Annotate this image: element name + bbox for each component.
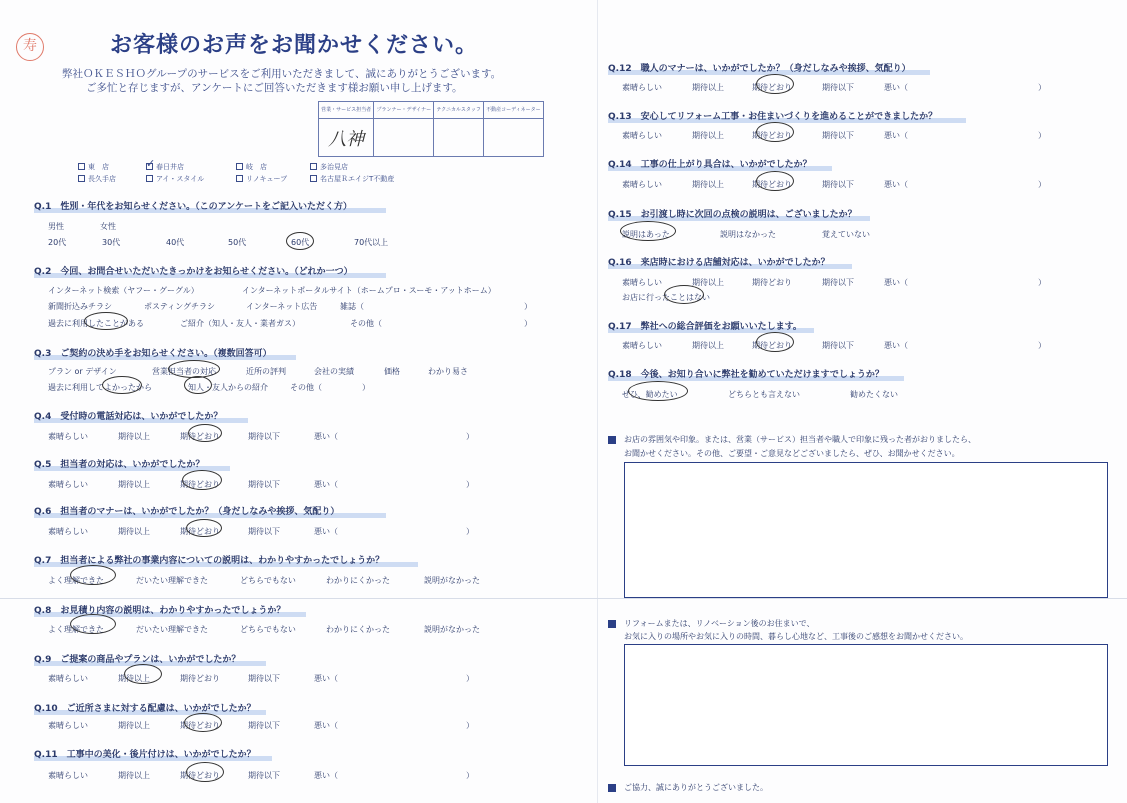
store-option[interactable]: 岐 店 <box>236 162 267 172</box>
q2-option[interactable]: ポスティングチラシ <box>144 302 216 311</box>
q7-option[interactable]: どちらでもない <box>240 576 296 585</box>
rating-as-expected[interactable]: 期待どおり <box>752 341 792 350</box>
rating-bad[interactable]: 悪い（ <box>314 771 338 780</box>
question-q16: Q.16 来店時における店舗対応は、いかがでしたか？ <box>608 258 830 268</box>
paren-close: ） <box>466 721 474 730</box>
rating-above[interactable]: 期待以上 <box>118 771 150 780</box>
question-q13: Q.13 安心してリフォーム工事・お住まいづくりを進めることができましたか？ <box>608 112 938 122</box>
rating-as-expected[interactable]: 期待どおり <box>180 432 220 441</box>
q3-option[interactable]: 知人・友人からの紹介 <box>188 383 268 392</box>
rating-below[interactable]: 期待以下 <box>248 721 280 730</box>
rating-excellent[interactable]: 素晴らしい <box>48 771 88 780</box>
q7-option[interactable]: わかりにくかった <box>326 576 390 585</box>
answer-circle <box>188 424 222 442</box>
bullet-square-icon <box>608 784 616 792</box>
q3-option[interactable]: プラン or デザイン <box>48 367 117 376</box>
rating-as-expected[interactable]: 期待どおり <box>180 527 220 536</box>
question-q15: Q.15 お引渡し時に次回の点検の説明は、ございましたか？ <box>608 210 857 220</box>
q3-option[interactable]: 近所の評判 <box>246 367 286 376</box>
question-q4: Q.4 受付時の電話対応は、いかがでしたか？ <box>34 412 223 422</box>
intro-line-1: 弊社ＯＫＥＳＨＯグループのサービスをご利用いただきまして、誠にありがとうございます。 <box>62 68 502 80</box>
q18-option[interactable]: ぜひ、勧めたい <box>622 390 678 399</box>
q2-option[interactable]: その他（ <box>350 319 382 328</box>
rating-below[interactable]: 期待以下 <box>822 278 854 287</box>
q15-option[interactable]: 覚えていない <box>822 230 870 239</box>
answer-circle <box>102 376 142 394</box>
paren-close: ） <box>524 319 532 328</box>
thanks-message: ご協力、誠にありがとうございました。 <box>624 783 768 792</box>
rating-as-expected[interactable]: 期待どおり <box>752 83 792 92</box>
horizontal-fold-line <box>0 598 1127 599</box>
staff-table <box>318 101 544 157</box>
rating-above[interactable]: 期待以上 <box>692 278 724 287</box>
q8-option[interactable]: よく理解できた <box>48 625 104 634</box>
rating-above[interactable]: 期待以上 <box>118 527 150 536</box>
rating-excellent[interactable]: 素晴らしい <box>48 432 88 441</box>
store-option-checked[interactable]: 春日井店 <box>146 162 184 172</box>
answer-circle <box>620 221 676 241</box>
rating-bad[interactable]: 悪い（ <box>884 180 908 189</box>
rating-below[interactable]: 期待以下 <box>822 83 854 92</box>
q8-option[interactable]: わかりにくかった <box>326 625 390 634</box>
rating-as-expected[interactable]: 期待どおり <box>752 278 792 287</box>
q2-option[interactable]: ご紹介（知人・友人・業者ガス） <box>180 319 300 328</box>
rating-below[interactable]: 期待以下 <box>822 180 854 189</box>
rating-as-expected[interactable]: 期待どおり <box>180 771 220 780</box>
handwritten-staff-name: 八神 <box>328 128 365 150</box>
question-q10: Q.10 ご近所さまに対する配慮は、いかがでしたか？ <box>34 704 256 714</box>
answer-circle <box>756 171 794 191</box>
rating-as-expected[interactable]: 期待どおり <box>180 721 220 730</box>
paren-close: ） <box>466 480 474 489</box>
paren-close: ） <box>1038 341 1046 350</box>
rating-bad[interactable]: 悪い（ <box>314 674 338 683</box>
question-q9: Q.9 ご提案の商品やプランは、いかがでしたか？ <box>34 655 241 665</box>
q1-age-70s[interactable]: 70代以上 <box>354 238 389 247</box>
paren-close: ） <box>466 674 474 683</box>
staff-header-sales: 営業・サービス担当者 <box>319 102 374 119</box>
rating-as-expected[interactable]: 期待どおり <box>180 674 220 683</box>
q7-option[interactable]: よく理解できた <box>48 576 104 585</box>
rating-bad[interactable]: 悪い（ <box>884 83 908 92</box>
q8-option[interactable]: 説明がなかった <box>424 625 480 634</box>
answer-circle <box>186 519 222 537</box>
q1-age-40s[interactable]: 40代 <box>166 238 185 247</box>
check-mark-icon: ✓ <box>146 157 156 170</box>
question-q6: Q.6 担当者のマナーは、いかがでしたか？（身だしなみや挨拶、気配り） <box>34 507 340 517</box>
question-q2: Q.2 今回、お問合せいただいたきっかけをお知らせください。（どれか一つ） <box>34 267 353 277</box>
q7-option[interactable]: 説明がなかった <box>424 576 480 585</box>
paren-close: ） <box>362 383 370 392</box>
question-q7: Q.7 担当者による弊社の事業内容についての説明は、わかりやすかったでしょうか？ <box>34 556 385 566</box>
intro-line-2: ご多忙と存じますが、アンケートにご回答いただきます様お願い申し上げます。 <box>86 82 463 94</box>
seal-stamp: 寿 <box>16 33 44 61</box>
q1-gender-male[interactable]: 男性 <box>48 222 64 231</box>
staff-header-planner: プランナー・デザイナー <box>374 102 434 119</box>
q3-option[interactable]: 過去に利用してよかったから <box>48 383 152 392</box>
q3-option[interactable]: わかり易さ <box>428 367 468 376</box>
q1-age-20s[interactable]: 20代 <box>48 238 67 247</box>
answer-circle <box>84 312 128 330</box>
page-title: お客様のお声をお聞かせください。 <box>110 33 479 58</box>
store-option[interactable]: リノキューブ <box>236 174 287 184</box>
checkbox-icon[interactable] <box>236 163 243 170</box>
paren-close: ） <box>466 771 474 780</box>
answer-circle <box>756 332 794 352</box>
q18-option[interactable]: どちらとも言えない <box>728 390 800 399</box>
q16-not-visited[interactable]: お店に行ったことはない <box>622 293 710 302</box>
comment-prompt-1b: お聞かせください。その他、ご要望・ご意見などございましたら、ぜひ、お聞かせください。 <box>624 449 960 458</box>
staff-header-technical: テクニカルスタッフ <box>434 102 483 119</box>
rating-as-expected[interactable]: 期待どおり <box>180 480 220 489</box>
comment-prompt-2b: お気に入りの場所やお気に入りの時間、暮らし心地など、工事後のご感想をお聞かせください。 <box>624 632 968 641</box>
paren-close: ） <box>1038 278 1046 287</box>
q2-option[interactable]: インターネット広告 <box>246 302 318 311</box>
rating-excellent[interactable]: 素晴らしい <box>622 131 662 140</box>
rating-excellent[interactable]: 素晴らしい <box>48 480 88 489</box>
answer-circle <box>664 285 704 304</box>
center-fold-divider <box>597 0 598 803</box>
q1-age-60s[interactable]: 60代 <box>291 238 310 247</box>
rating-below[interactable]: 期待以下 <box>248 771 280 780</box>
comment-box-2[interactable] <box>624 644 1108 766</box>
comment-prompt-1a: お店の雰囲気や印象。または、営業（サービス）担当者や職人で印象に残った者がおりましたら、 <box>624 435 976 444</box>
rating-bad[interactable]: 悪い（ <box>314 432 338 441</box>
store-option[interactable]: 名古屋ＲエイジT不動産 <box>310 174 394 184</box>
q2-option[interactable]: インターネットポータルサイト（ホームプロ・スーモ・アットホーム） <box>242 286 496 295</box>
rating-bad[interactable]: 悪い（ <box>884 131 908 140</box>
answer-circle <box>184 376 212 394</box>
paren-close: ） <box>524 302 532 311</box>
q15-option[interactable]: 説明はあった <box>622 230 670 239</box>
question-q18: Q.18 今後、お知り合いに弊社を勧めていただけますでしょうか？ <box>608 370 884 380</box>
checkbox-icon[interactable] <box>236 175 243 182</box>
answer-circle <box>182 470 222 490</box>
staff-planner-field[interactable] <box>374 119 434 157</box>
rating-above[interactable]: 期待以上 <box>118 721 150 730</box>
rating-excellent[interactable]: 素晴らしい <box>622 278 662 287</box>
q8-option[interactable]: だいたい理解できた <box>136 625 208 634</box>
store-option[interactable]: 東 店 <box>78 162 109 172</box>
staff-realestate-field[interactable] <box>483 119 543 157</box>
checkbox-icon[interactable] <box>310 175 317 182</box>
staff-sales-field[interactable] <box>319 119 374 157</box>
rating-as-expected[interactable]: 期待どおり <box>752 131 792 140</box>
staff-header-realestate: 不動産コーディネーター <box>483 102 543 119</box>
rating-below[interactable]: 期待以下 <box>248 527 280 536</box>
q1-gender-female[interactable]: 女性 <box>100 222 116 231</box>
checkbox-icon[interactable] <box>146 175 153 182</box>
question-q3: Q.3 ご契約の決め手をお知らせください。（複数回答可） <box>34 349 272 359</box>
question-q1: Q.1 性別・年代をお知らせください。（このアンケートをご記入いただく方） <box>34 202 353 212</box>
paren-close: ） <box>466 527 474 536</box>
rating-bad[interactable]: 悪い（ <box>314 480 338 489</box>
rating-below[interactable]: 期待以下 <box>822 341 854 350</box>
staff-technical-field[interactable] <box>434 119 483 157</box>
q2-option[interactable]: 雑誌（ <box>340 302 364 311</box>
rating-below[interactable]: 期待以下 <box>248 480 280 489</box>
paren-close: ） <box>1038 83 1046 92</box>
rating-below[interactable]: 期待以下 <box>822 131 854 140</box>
rating-as-expected[interactable]: 期待どおり <box>752 180 792 189</box>
rating-below[interactable]: 期待以下 <box>248 432 280 441</box>
answer-circle <box>70 614 116 634</box>
q1-age-50s[interactable]: 50代 <box>228 238 247 247</box>
q2-option[interactable]: 新聞折込みチラシ <box>48 302 112 311</box>
paren-close: ） <box>466 432 474 441</box>
rating-bad[interactable]: 悪い（ <box>884 341 908 350</box>
question-q11: Q.11 工事中の美化・後片付けは、いかがでしたか？ <box>34 750 256 760</box>
answer-circle <box>756 74 794 94</box>
bullet-square-icon <box>608 620 616 628</box>
rating-above[interactable]: 期待以上 <box>692 180 724 189</box>
rating-above[interactable]: 期待以上 <box>692 83 724 92</box>
q8-option[interactable]: どちらでもない <box>240 625 296 634</box>
question-q14: Q.14 工事の仕上がり具合は、いかがでしたか？ <box>608 160 812 170</box>
rating-excellent[interactable]: 素晴らしい <box>48 721 88 730</box>
comment-prompt-2a: リフォームまたは、リノベーション後のお住まいで、 <box>624 619 815 628</box>
checkbox-icon[interactable] <box>78 163 85 170</box>
answer-circle <box>628 381 688 401</box>
rating-above[interactable]: 期待以上 <box>118 432 150 441</box>
rating-bad[interactable]: 悪い（ <box>314 721 338 730</box>
rating-below[interactable]: 期待以下 <box>248 674 280 683</box>
q18-option[interactable]: 勧めたくない <box>850 390 898 399</box>
q7-option[interactable]: だいたい理解できた <box>136 576 208 585</box>
question-q12: Q.12 職人のマナーは、いかがでしたか？（身だしなみや挨拶、気配り） <box>608 64 911 74</box>
store-option[interactable]: 多治見店 <box>310 162 348 172</box>
rating-bad[interactable]: 悪い（ <box>884 278 908 287</box>
answer-circle <box>186 762 224 782</box>
checkbox-icon[interactable] <box>310 163 317 170</box>
rating-above[interactable]: 期待以上 <box>692 341 724 350</box>
q3-option[interactable]: 営業担当者の対応 <box>152 367 216 376</box>
answer-circle <box>124 664 162 684</box>
answer-circle <box>286 232 314 250</box>
rating-bad[interactable]: 悪い（ <box>314 527 338 536</box>
q2-option[interactable]: 過去に利用したことがある <box>48 319 144 328</box>
paren-close: ） <box>1038 131 1046 140</box>
q1-age-30s[interactable]: 30代 <box>102 238 121 247</box>
rating-excellent[interactable]: 素晴らしい <box>48 527 88 536</box>
checkbox-icon[interactable] <box>78 175 85 182</box>
bullet-square-icon <box>608 436 616 444</box>
rating-excellent[interactable]: 素晴らしい <box>48 674 88 683</box>
rating-excellent[interactable]: 素晴らしい <box>622 83 662 92</box>
q15-option[interactable]: 説明はなかった <box>720 230 776 239</box>
rating-excellent[interactable]: 素晴らしい <box>622 341 662 350</box>
store-option[interactable]: 長久手店 <box>78 174 116 184</box>
rating-above[interactable]: 期待以上 <box>692 131 724 140</box>
q3-option[interactable]: 価格 <box>384 367 400 376</box>
q3-option[interactable]: 会社の実績 <box>314 367 354 376</box>
store-option[interactable]: アイ・スタイル <box>146 174 204 184</box>
comment-box-1[interactable] <box>624 462 1108 598</box>
question-q17: Q.17 弊社への総合評価をお願いいたします。 <box>608 322 802 332</box>
answer-circle <box>70 565 116 585</box>
rating-above[interactable]: 期待以上 <box>118 480 150 489</box>
question-q8: Q.8 お見積り内容の説明は、わかりやすかったでしょうか？ <box>34 606 286 616</box>
rating-excellent[interactable]: 素晴らしい <box>622 180 662 189</box>
answer-circle <box>184 713 222 732</box>
q2-option[interactable]: インターネット検索（ヤフー・グーグル） <box>48 286 199 295</box>
paren-close: ） <box>1038 180 1046 189</box>
rating-above[interactable]: 期待以上 <box>118 674 150 683</box>
question-q5: Q.5 担当者の対応は、いかがでしたか？ <box>34 460 205 470</box>
answer-circle <box>756 122 794 142</box>
q3-option[interactable]: その他（ <box>290 383 322 392</box>
